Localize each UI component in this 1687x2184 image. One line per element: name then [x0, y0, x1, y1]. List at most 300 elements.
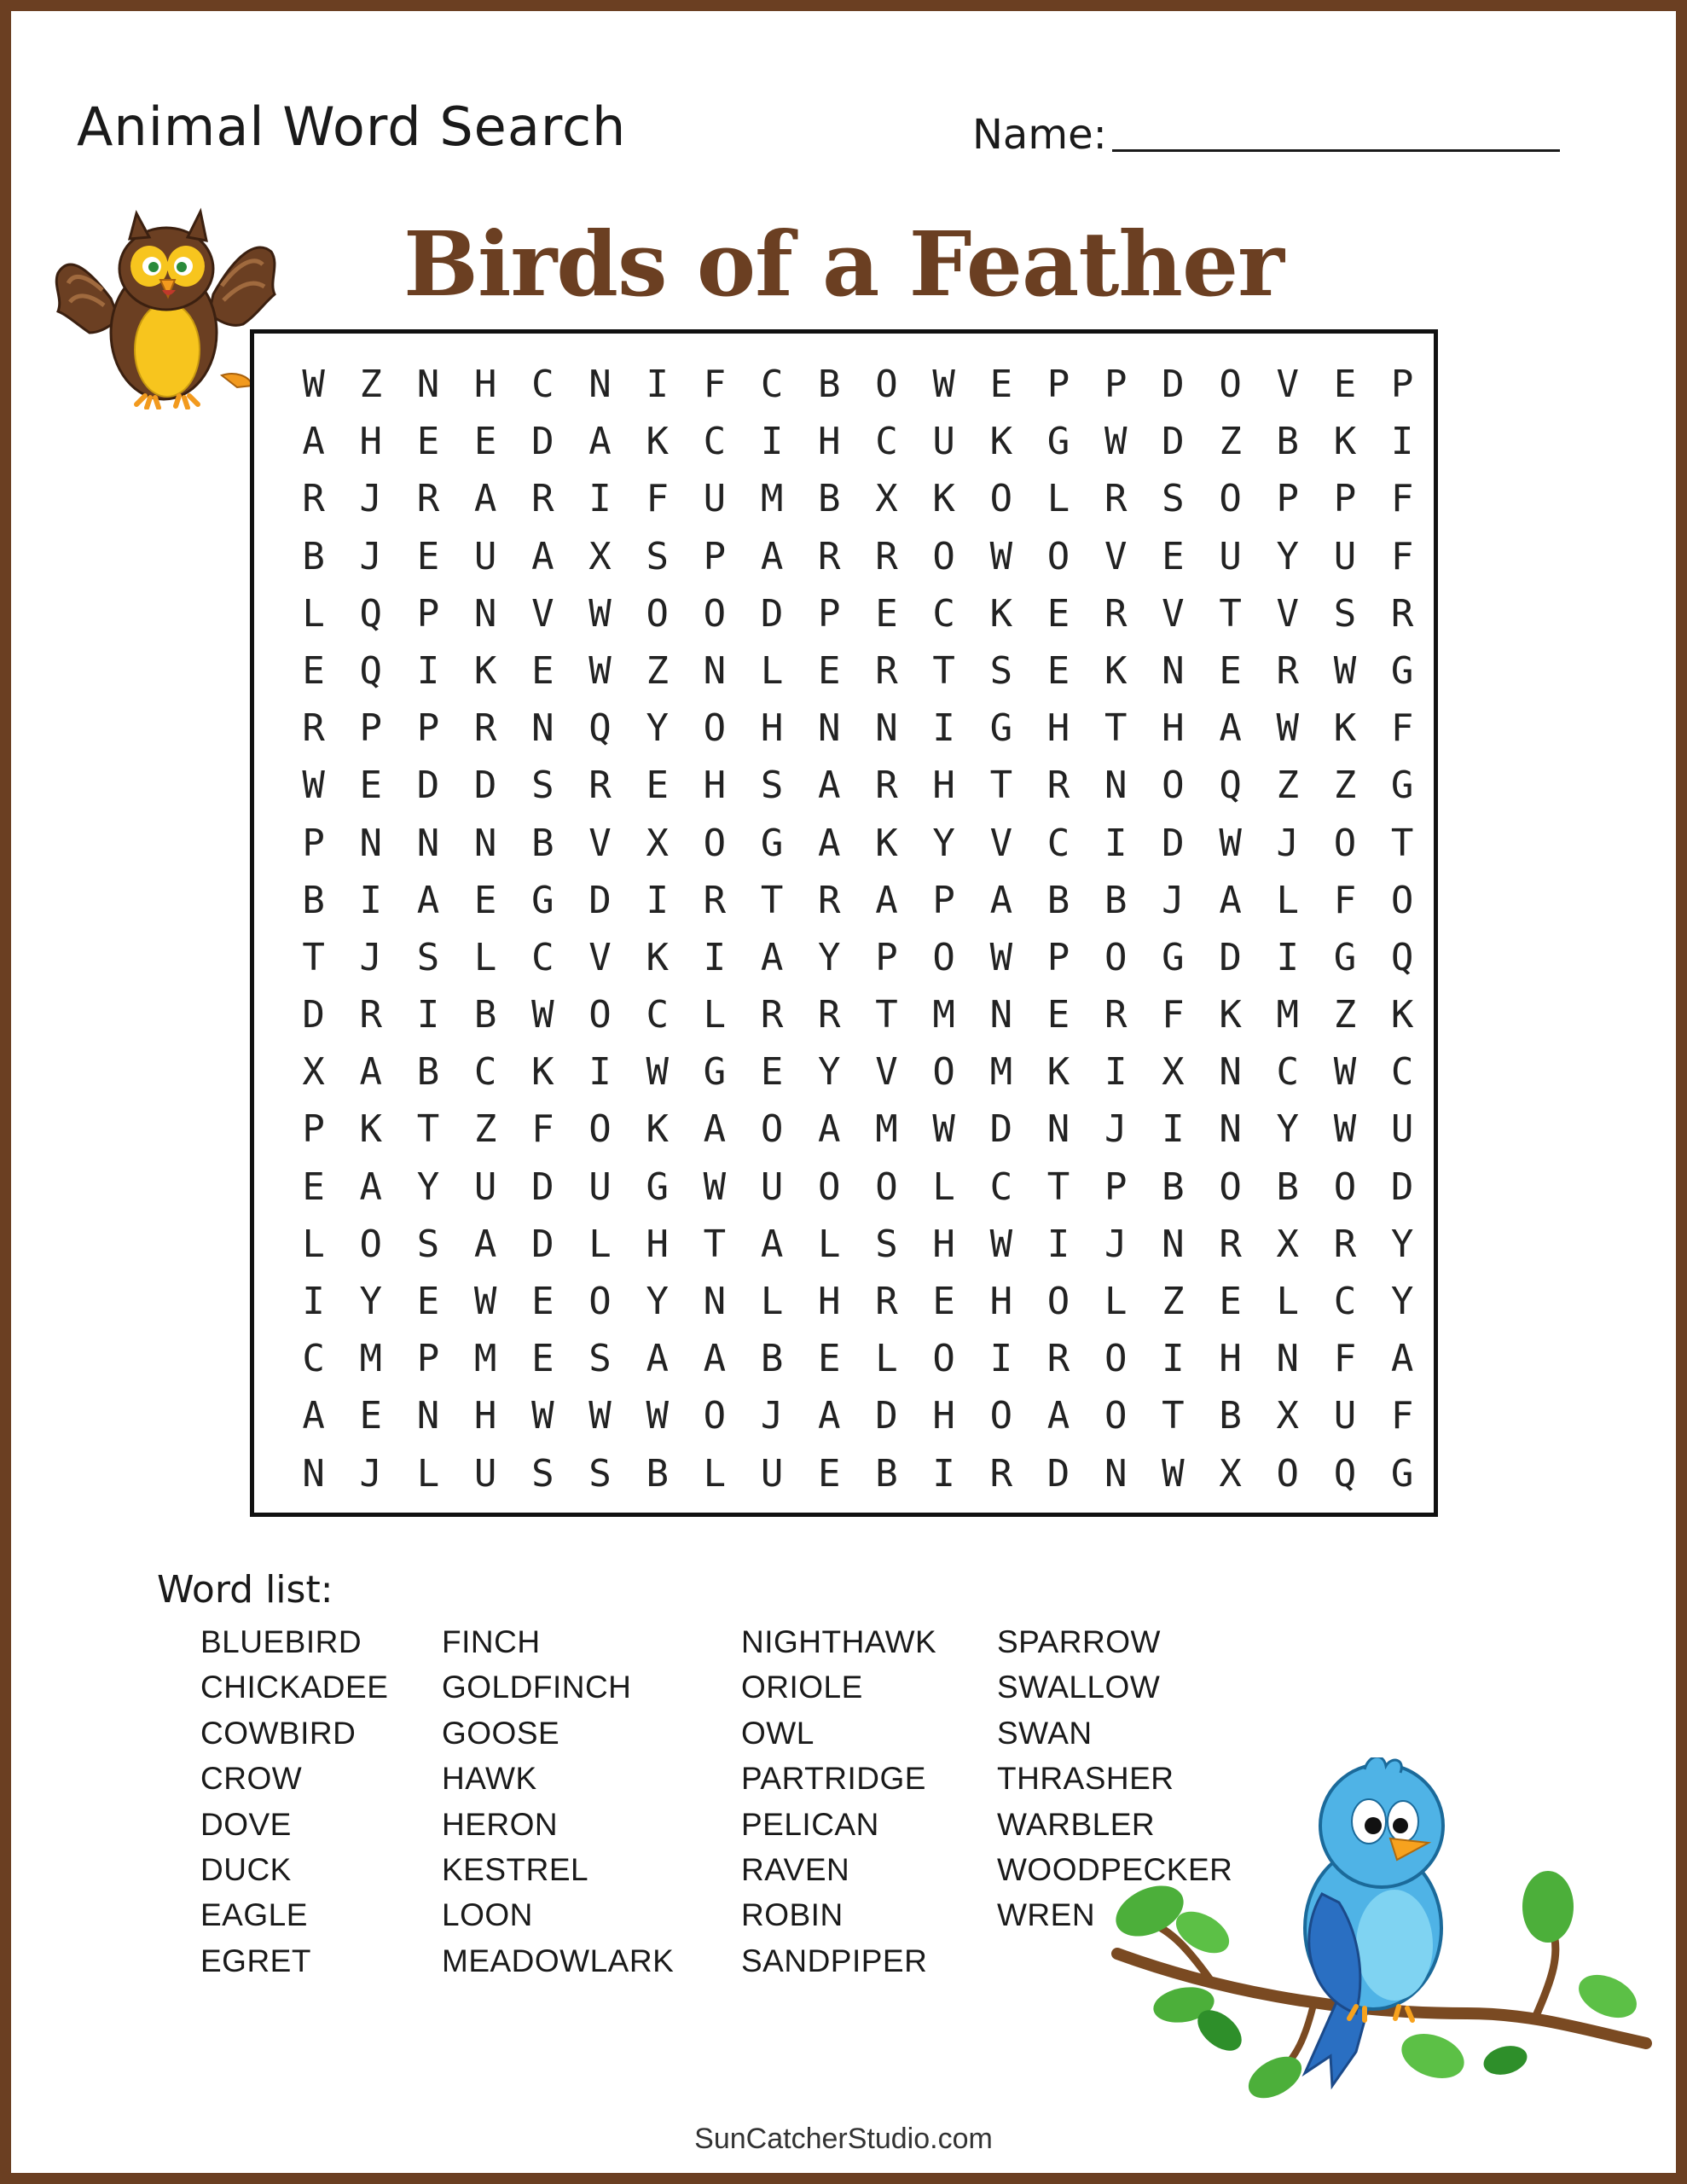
grid-letter[interactable]: E [875, 591, 898, 636]
grid-letter[interactable]: E [1219, 1280, 1242, 1323]
grid-letter[interactable]: F [1390, 534, 1414, 578]
grid-letter[interactable]: I [989, 1337, 1013, 1381]
grid-letter[interactable]: A [1219, 878, 1242, 922]
grid-letter[interactable]: H [359, 420, 383, 464]
grid-letter[interactable]: D [473, 764, 497, 808]
grid-letter[interactable]: F [1390, 1394, 1414, 1438]
grid-letter[interactable]: X [588, 534, 612, 578]
grid-letter[interactable]: P [359, 706, 383, 751]
grid-letter[interactable]: D [1162, 420, 1185, 464]
grid-letter[interactable]: U [760, 1165, 784, 1209]
grid-letter[interactable]: F [531, 1107, 554, 1152]
grid-letter[interactable]: S [588, 1337, 612, 1381]
grid-letter[interactable]: D [875, 1394, 898, 1438]
grid-letter[interactable]: P [703, 534, 727, 578]
grid-letter[interactable]: T [989, 764, 1013, 808]
grid-letter[interactable]: G [1162, 935, 1185, 979]
grid-letter[interactable]: F [646, 477, 669, 521]
grid-letter[interactable]: O [1162, 764, 1185, 808]
grid-letter[interactable]: K [359, 1107, 383, 1152]
grid-letter[interactable]: P [1046, 363, 1070, 406]
grid-letter[interactable]: R [359, 993, 383, 1037]
grid-letter[interactable]: I [1162, 1107, 1185, 1152]
grid-letter[interactable]: T [1219, 591, 1242, 636]
grid-letter[interactable]: K [932, 477, 955, 521]
grid-letter[interactable]: L [416, 1451, 440, 1496]
grid-letter[interactable]: U [1219, 534, 1242, 578]
grid-letter[interactable]: N [588, 363, 612, 406]
grid-letter[interactable]: N [473, 821, 497, 865]
grid-letter[interactable]: B [818, 363, 841, 406]
grid-letter[interactable]: K [875, 821, 898, 865]
grid-letter[interactable]: E [1162, 534, 1185, 578]
grid-letter[interactable]: X [1276, 1394, 1300, 1438]
grid-letter[interactable]: C [302, 1337, 325, 1381]
grid-letter[interactable]: E [818, 1337, 841, 1381]
grid-letter[interactable]: Y [359, 1280, 383, 1323]
grid-letter[interactable]: E [1046, 648, 1070, 693]
grid-letter[interactable]: J [760, 1394, 784, 1438]
grid-letter[interactable]: K [1219, 993, 1242, 1037]
grid-letter[interactable]: N [302, 1451, 325, 1496]
grid-letter[interactable]: Z [473, 1107, 497, 1152]
grid-letter[interactable]: B [473, 993, 497, 1037]
grid-letter[interactable]: R [473, 706, 497, 751]
grid-letter[interactable]: Q [359, 591, 383, 636]
grid-letter[interactable]: A [473, 477, 497, 521]
grid-letter[interactable]: W [1104, 420, 1128, 464]
grid-letter[interactable]: O [1046, 1280, 1070, 1323]
grid-letter[interactable]: E [1219, 648, 1242, 693]
grid-letter[interactable]: Z [646, 648, 669, 693]
grid-letter[interactable]: L [760, 1280, 784, 1323]
grid-letter[interactable]: Z [1333, 993, 1357, 1037]
grid-letter[interactable]: W [989, 935, 1013, 979]
grid-letter[interactable]: O [1333, 821, 1357, 865]
grid-letter[interactable]: S [760, 764, 784, 808]
grid-letter[interactable]: I [1390, 420, 1414, 464]
grid-letter[interactable]: H [932, 1394, 955, 1438]
grid-letter[interactable]: U [473, 1165, 497, 1209]
grid-letter[interactable]: C [473, 1050, 497, 1095]
grid-letter[interactable]: D [1390, 1165, 1414, 1209]
grid-letter[interactable]: H [1046, 706, 1070, 751]
grid-letter[interactable]: S [531, 1451, 554, 1496]
grid-letter[interactable]: G [760, 821, 784, 865]
grid-letter[interactable]: A [818, 1394, 841, 1438]
grid-letter[interactable]: G [1390, 648, 1414, 693]
grid-letter[interactable]: Q [1390, 935, 1414, 979]
grid-letter[interactable]: H [818, 1280, 841, 1323]
grid-letter[interactable]: D [1162, 821, 1185, 865]
grid-letter[interactable]: J [1104, 1222, 1128, 1266]
grid-letter[interactable]: R [1104, 993, 1128, 1037]
grid-letter[interactable]: N [875, 706, 898, 751]
grid-letter[interactable]: K [989, 591, 1013, 636]
grid-letter[interactable]: Y [646, 1280, 669, 1323]
grid-letter[interactable]: W [588, 591, 612, 636]
grid-letter[interactable]: F [1333, 1337, 1357, 1381]
grid-letter[interactable]: N [1104, 764, 1128, 808]
grid-letter[interactable]: F [1390, 706, 1414, 751]
grid-letter[interactable]: W [1276, 706, 1300, 751]
grid-letter[interactable]: R [416, 477, 440, 521]
grid-letter[interactable]: K [531, 1050, 554, 1095]
grid-letter[interactable]: I [646, 363, 669, 406]
grid-letter[interactable]: W [989, 1222, 1013, 1266]
grid-letter[interactable]: T [416, 1107, 440, 1152]
grid-letter[interactable]: P [416, 1337, 440, 1381]
grid-letter[interactable]: A [760, 1222, 784, 1266]
grid-letter[interactable]: F [1390, 477, 1414, 521]
grid-letter[interactable]: A [302, 420, 325, 464]
grid-letter[interactable]: E [359, 764, 383, 808]
grid-letter[interactable]: K [1104, 648, 1128, 693]
grid-letter[interactable]: E [989, 363, 1013, 406]
grid-letter[interactable]: O [1276, 1451, 1300, 1496]
grid-letter[interactable]: Q [1333, 1451, 1357, 1496]
grid-letter[interactable]: I [359, 878, 383, 922]
grid-letter[interactable]: N [989, 993, 1013, 1037]
grid-letter[interactable]: W [932, 1107, 955, 1152]
grid-letter[interactable]: E [302, 648, 325, 693]
grid-letter[interactable]: I [1276, 935, 1300, 979]
grid-letter[interactable]: N [416, 363, 440, 406]
grid-letter[interactable]: G [989, 706, 1013, 751]
grid-letter[interactable]: U [473, 1451, 497, 1496]
grid-letter[interactable]: X [1219, 1451, 1242, 1496]
grid-letter[interactable]: V [875, 1050, 898, 1095]
grid-letter[interactable]: R [818, 878, 841, 922]
grid-letter[interactable]: B [1219, 1394, 1242, 1438]
grid-letter[interactable]: I [302, 1280, 325, 1323]
grid-letter[interactable]: B [1276, 420, 1300, 464]
grid-letter[interactable]: O [703, 706, 727, 751]
grid-letter[interactable]: P [1104, 363, 1128, 406]
grid-letter[interactable]: X [1162, 1050, 1185, 1095]
grid-letter[interactable]: B [1162, 1165, 1185, 1209]
grid-letter[interactable]: V [1276, 591, 1300, 636]
grid-letter[interactable]: I [416, 648, 440, 693]
grid-letter[interactable]: L [1276, 1280, 1300, 1323]
grid-letter[interactable]: E [416, 534, 440, 578]
grid-letter[interactable]: C [1333, 1280, 1357, 1323]
grid-letter[interactable]: Q [359, 648, 383, 693]
grid-letter[interactable]: R [1276, 648, 1300, 693]
grid-letter[interactable]: O [588, 1107, 612, 1152]
grid-letter[interactable]: J [359, 534, 383, 578]
grid-letter[interactable]: S [875, 1222, 898, 1266]
grid-letter[interactable]: P [1276, 477, 1300, 521]
grid-letter[interactable]: O [588, 1280, 612, 1323]
grid-letter[interactable]: E [1333, 363, 1357, 406]
grid-letter[interactable]: O [1390, 878, 1414, 922]
grid-letter[interactable]: R [760, 993, 784, 1037]
grid-letter[interactable]: E [1046, 591, 1070, 636]
grid-letter[interactable]: O [760, 1107, 784, 1152]
grid-letter[interactable]: C [1046, 821, 1070, 865]
grid-letter[interactable]: B [302, 534, 325, 578]
grid-letter[interactable]: V [989, 821, 1013, 865]
grid-letter[interactable]: O [359, 1222, 383, 1266]
grid-letter[interactable]: W [646, 1394, 669, 1438]
grid-letter[interactable]: R [302, 477, 325, 521]
grid-letter[interactable]: N [703, 648, 727, 693]
grid-letter[interactable]: I [760, 420, 784, 464]
grid-letter[interactable]: S [588, 1451, 612, 1496]
grid-letter[interactable]: I [932, 1451, 955, 1496]
grid-letter[interactable]: V [531, 591, 554, 636]
footer-site[interactable]: SunCatcherStudio.com [694, 2123, 993, 2155]
grid-letter[interactable]: E [1046, 993, 1070, 1037]
grid-letter[interactable]: P [818, 591, 841, 636]
grid-letter[interactable]: B [531, 821, 554, 865]
grid-letter[interactable]: V [588, 935, 612, 979]
grid-letter[interactable]: L [1046, 477, 1070, 521]
grid-letter[interactable]: S [416, 1222, 440, 1266]
grid-letter[interactable]: L [760, 648, 784, 693]
grid-letter[interactable]: N [1104, 1451, 1128, 1496]
grid-letter[interactable]: R [875, 764, 898, 808]
grid-letter[interactable]: D [531, 1222, 554, 1266]
grid-letter[interactable]: Z [1162, 1280, 1185, 1323]
grid-letter[interactable]: W [473, 1280, 497, 1323]
grid-letter[interactable]: I [1104, 1050, 1128, 1095]
grid-letter[interactable]: W [1219, 821, 1242, 865]
grid-letter[interactable]: W [932, 363, 955, 406]
grid-letter[interactable]: A [760, 534, 784, 578]
grid-letter[interactable]: O [1333, 1165, 1357, 1209]
grid-letter[interactable]: Z [1333, 764, 1357, 808]
grid-letter[interactable]: K [646, 1107, 669, 1152]
grid-letter[interactable]: S [989, 648, 1013, 693]
grid-letter[interactable]: F [703, 363, 727, 406]
grid-letter[interactable]: A [875, 878, 898, 922]
grid-letter[interactable]: E [818, 1451, 841, 1496]
grid-letter[interactable]: D [531, 1165, 554, 1209]
grid-letter[interactable]: L [875, 1337, 898, 1381]
grid-letter[interactable]: C [1276, 1050, 1300, 1095]
grid-letter[interactable]: H [1162, 706, 1185, 751]
grid-letter[interactable]: N [359, 821, 383, 865]
grid-letter[interactable]: C [989, 1165, 1013, 1209]
grid-letter[interactable]: G [703, 1050, 727, 1095]
grid-letter[interactable]: Y [1390, 1280, 1414, 1323]
grid-letter[interactable]: T [875, 993, 898, 1037]
grid-letter[interactable]: R [875, 1280, 898, 1323]
grid-letter[interactable]: N [1046, 1107, 1070, 1152]
grid-letter[interactable]: T [932, 648, 955, 693]
grid-letter[interactable]: I [416, 993, 440, 1037]
grid-letter[interactable]: U [760, 1451, 784, 1496]
grid-letter[interactable]: N [1219, 1050, 1242, 1095]
grid-letter[interactable]: U [1333, 534, 1357, 578]
grid-letter[interactable]: E [818, 648, 841, 693]
grid-letter[interactable]: A [703, 1337, 727, 1381]
grid-letter[interactable]: O [932, 935, 955, 979]
grid-letter[interactable]: E [646, 764, 669, 808]
grid-letter[interactable]: N [531, 706, 554, 751]
grid-letter[interactable]: L [473, 935, 497, 979]
grid-letter[interactable]: U [703, 477, 727, 521]
grid-letter[interactable]: W [588, 648, 612, 693]
grid-letter[interactable]: E [932, 1280, 955, 1323]
grid-letter[interactable]: S [416, 935, 440, 979]
grid-letter[interactable]: D [302, 993, 325, 1037]
grid-letter[interactable]: O [703, 1394, 727, 1438]
grid-letter[interactable]: B [1276, 1165, 1300, 1209]
grid-letter[interactable]: E [473, 878, 497, 922]
grid-letter[interactable]: K [646, 420, 669, 464]
name-field[interactable] [1112, 149, 1560, 152]
grid-letter[interactable]: Y [818, 935, 841, 979]
grid-letter[interactable]: H [1219, 1337, 1242, 1381]
grid-letter[interactable]: S [531, 764, 554, 808]
grid-letter[interactable]: R [1104, 477, 1128, 521]
grid-letter[interactable]: C [646, 993, 669, 1037]
grid-letter[interactable]: O [1046, 534, 1070, 578]
grid-letter[interactable]: A [1046, 1394, 1070, 1438]
grid-letter[interactable]: U [473, 534, 497, 578]
grid-letter[interactable]: R [875, 534, 898, 578]
grid-letter[interactable]: D [989, 1107, 1013, 1152]
grid-letter[interactable]: O [1219, 477, 1242, 521]
grid-letter[interactable]: R [1390, 591, 1414, 636]
grid-letter[interactable]: N [473, 591, 497, 636]
grid-letter[interactable]: I [1046, 1222, 1070, 1266]
grid-letter[interactable]: O [989, 477, 1013, 521]
grid-letter[interactable]: T [1162, 1394, 1185, 1438]
grid-letter[interactable]: R [531, 477, 554, 521]
grid-letter[interactable]: P [416, 706, 440, 751]
grid-letter[interactable]: O [818, 1165, 841, 1209]
grid-letter[interactable]: O [1104, 1337, 1128, 1381]
grid-letter[interactable]: A [473, 1222, 497, 1266]
grid-letter[interactable]: O [932, 1337, 955, 1381]
grid-letter[interactable]: B [1104, 878, 1128, 922]
grid-letter[interactable]: Y [1390, 1222, 1414, 1266]
grid-letter[interactable]: W [302, 764, 325, 808]
grid-letter[interactable]: T [760, 878, 784, 922]
grid-letter[interactable]: B [1046, 878, 1070, 922]
grid-letter[interactable]: Y [1276, 534, 1300, 578]
grid-letter[interactable]: A [359, 1050, 383, 1095]
grid-letter[interactable]: P [1390, 363, 1414, 406]
grid-letter[interactable]: O [703, 821, 727, 865]
grid-letter[interactable]: G [1390, 764, 1414, 808]
grid-letter[interactable]: W [302, 363, 325, 406]
grid-letter[interactable]: Y [416, 1165, 440, 1209]
grid-letter[interactable]: I [588, 1050, 612, 1095]
grid-letter[interactable]: C [875, 420, 898, 464]
grid-letter[interactable]: R [1219, 1222, 1242, 1266]
grid-letter[interactable]: E [302, 1165, 325, 1209]
grid-letter[interactable]: O [989, 1394, 1013, 1438]
grid-letter[interactable]: N [703, 1280, 727, 1323]
grid-letter[interactable]: D [1046, 1451, 1070, 1496]
grid-letter[interactable]: E [760, 1050, 784, 1095]
grid-letter[interactable]: S [1333, 591, 1357, 636]
grid-letter[interactable]: O [1219, 1165, 1242, 1209]
grid-letter[interactable]: V [588, 821, 612, 865]
grid-letter[interactable]: H [760, 706, 784, 751]
grid-letter[interactable]: K [1333, 706, 1357, 751]
grid-letter[interactable]: X [875, 477, 898, 521]
grid-letter[interactable]: P [932, 878, 955, 922]
grid-letter[interactable]: U [932, 420, 955, 464]
grid-letter[interactable]: N [1162, 1222, 1185, 1266]
grid-letter[interactable]: N [1162, 648, 1185, 693]
grid-letter[interactable]: P [1046, 935, 1070, 979]
grid-letter[interactable]: Z [1276, 764, 1300, 808]
grid-letter[interactable]: B [646, 1451, 669, 1496]
grid-letter[interactable]: A [531, 534, 554, 578]
grid-letter[interactable]: E [416, 1280, 440, 1323]
grid-letter[interactable]: X [1276, 1222, 1300, 1266]
grid-letter[interactable]: K [646, 935, 669, 979]
grid-letter[interactable]: N [1219, 1107, 1242, 1152]
grid-letter[interactable]: R [703, 878, 727, 922]
grid-letter[interactable]: W [989, 534, 1013, 578]
grid-letter[interactable]: R [302, 706, 325, 751]
grid-letter[interactable]: T [302, 935, 325, 979]
grid-letter[interactable]: B [875, 1451, 898, 1496]
grid-letter[interactable]: R [588, 764, 612, 808]
grid-letter[interactable]: M [989, 1050, 1013, 1095]
grid-letter[interactable]: W [588, 1394, 612, 1438]
grid-letter[interactable]: N [818, 706, 841, 751]
grid-letter[interactable]: B [818, 477, 841, 521]
grid-letter[interactable]: W [703, 1165, 727, 1209]
grid-letter[interactable]: F [1333, 878, 1357, 922]
grid-letter[interactable]: W [1333, 1050, 1357, 1095]
grid-letter[interactable]: B [416, 1050, 440, 1095]
grid-letter[interactable]: A [646, 1337, 669, 1381]
grid-letter[interactable]: T [1390, 821, 1414, 865]
grid-letter[interactable]: A [416, 878, 440, 922]
grid-letter[interactable]: W [1162, 1451, 1185, 1496]
grid-letter[interactable]: H [473, 1394, 497, 1438]
grid-letter[interactable]: B [302, 878, 325, 922]
grid-letter[interactable]: A [588, 420, 612, 464]
grid-letter[interactable]: H [703, 764, 727, 808]
grid-letter[interactable]: V [1276, 363, 1300, 406]
grid-letter[interactable]: M [932, 993, 955, 1037]
grid-letter[interactable]: A [818, 821, 841, 865]
grid-letter[interactable]: E [473, 420, 497, 464]
grid-letter[interactable]: R [818, 993, 841, 1037]
grid-letter[interactable]: P [1104, 1165, 1128, 1209]
grid-letter[interactable]: D [531, 420, 554, 464]
grid-letter[interactable]: X [302, 1050, 325, 1095]
grid-letter[interactable]: Y [1276, 1107, 1300, 1152]
grid-letter[interactable]: O [875, 363, 898, 406]
grid-letter[interactable]: A [1390, 1337, 1414, 1381]
grid-letter[interactable]: J [359, 477, 383, 521]
grid-letter[interactable]: T [1104, 706, 1128, 751]
grid-letter[interactable]: Y [646, 706, 669, 751]
grid-letter[interactable]: N [1276, 1337, 1300, 1381]
grid-letter[interactable]: L [1276, 878, 1300, 922]
grid-letter[interactable]: D [416, 764, 440, 808]
grid-letter[interactable]: P [416, 591, 440, 636]
grid-letter[interactable]: M [1276, 993, 1300, 1037]
grid-letter[interactable]: X [646, 821, 669, 865]
grid-letter[interactable]: O [932, 1050, 955, 1095]
grid-letter[interactable]: A [818, 764, 841, 808]
grid-letter[interactable]: O [703, 591, 727, 636]
grid-letter[interactable]: J [359, 935, 383, 979]
